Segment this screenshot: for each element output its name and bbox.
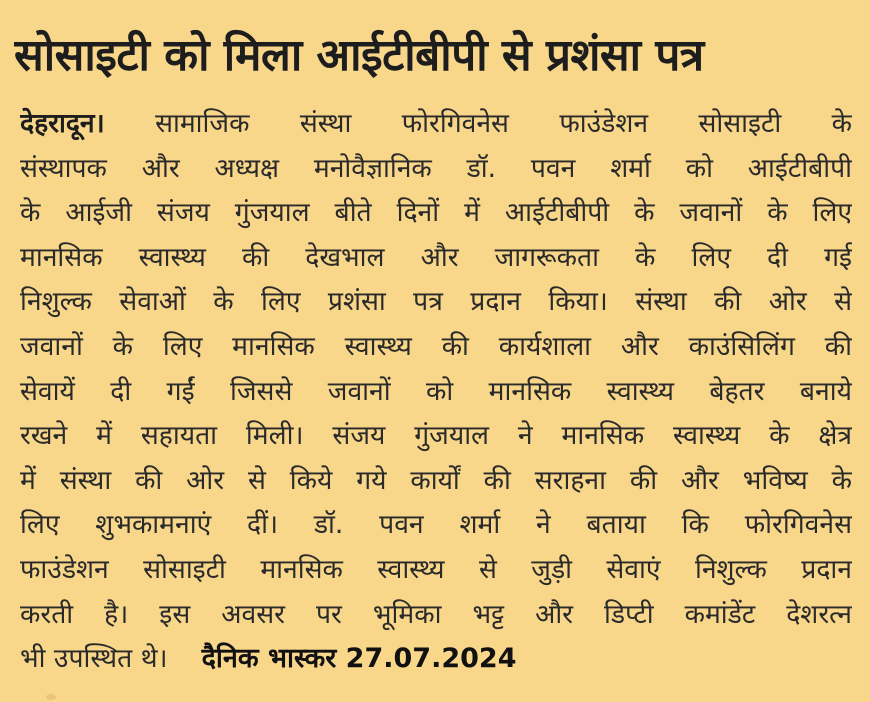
article-line: निशुल्क सेवाओं के लिए प्रशंसा पत्र प्रदान किया। संस्था की ओर से (20, 286, 852, 318)
article-line: लिए शुभकामनाएं दीं। डॉ. पवन शर्मा ने बताया कि फोरगिवनेस (20, 509, 852, 541)
article-line: में संस्था की ओर से किये गये कार्यों की सराहना की और भविष्य के (20, 464, 852, 496)
headline: सोसाइटी को मिला आईटीबीपी से प्रशंसा पत्र (14, 30, 704, 81)
article-line: के आईजी संजय गुंजयाल बीते दिनों में आईटीबीपी के जवानों के लिए (20, 197, 852, 229)
source-credit: दैनिक भास्कर 27.07.2024 (201, 643, 517, 675)
article-line: फाउंडेशन सोसाइटी मानसिक स्वास्थ्य से जुड़ी सेवाएं निशुल्क प्रदान (20, 553, 852, 585)
article-line: सेवायें दी गईं जिससे जवानों को मानसिक स्वास्थ्य बेहतर बनाये (20, 375, 852, 407)
article-line (20, 637, 852, 682)
article-line: रखने में सहायता मिली। संजय गुंजयाल ने मानसिक स्वास्थ्य के क्षेत्र (20, 420, 852, 452)
article-line: संस्थापक और अध्यक्ष मनोवैज्ञानिक डॉ. पवन शर्मा को आईटीबीपी (20, 152, 852, 184)
article-line: मानसिक स्वास्थ्य की देखभाल और जागरूकता के लिए दी गई (20, 241, 852, 273)
article-line: करती है। इस अवसर पर भूमिका भट्ट और डिप्टी कमांडेंट देशरत्न (20, 598, 852, 630)
article-line: जवानों के लिए मानसिक स्वास्थ्य की कार्यशाला और काउंसिलिंग की (20, 330, 852, 362)
article-line (20, 102, 852, 147)
article-body (20, 102, 852, 682)
dateline: देहरादून। (20, 108, 105, 139)
article-line-text: सामाजिक संस्था फोरगिवनेस फाउंडेशन सोसाइटी के (155, 108, 852, 139)
article-line-text: भी उपस्थित थे। (20, 643, 168, 675)
paper-mark (46, 694, 56, 700)
